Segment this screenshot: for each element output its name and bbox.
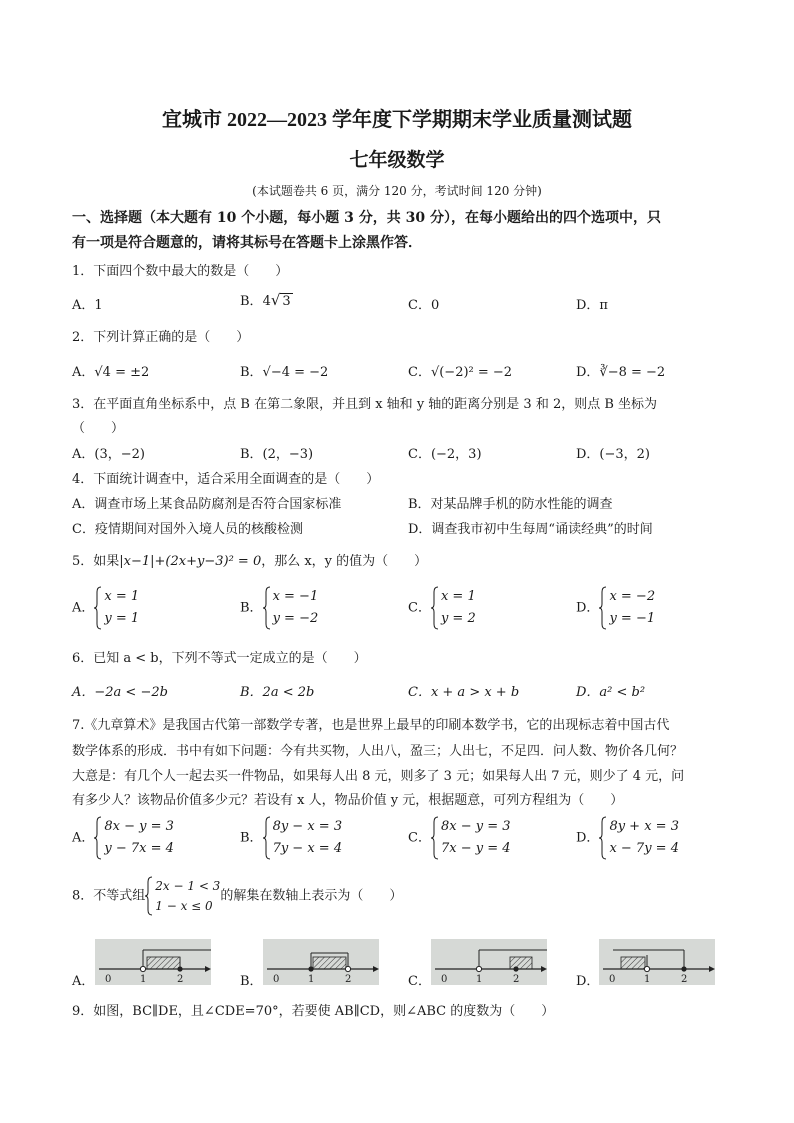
q1-option-a: A．1 <box>72 298 103 313</box>
tick-label-2: 2 <box>177 974 184 985</box>
tick-label-0: 0 <box>441 974 448 985</box>
tick-label-2: 2 <box>345 974 352 985</box>
section-heading-line1: 一、选择题（本大题有 10 个小题，每小题 3 分，共 30 分），在每小题给出的四个选项中，只 <box>72 210 661 226</box>
tick-label-2: 2 <box>513 974 520 985</box>
q1-option-b: B．4√ 3 <box>240 291 291 309</box>
q3-option-b: B．(2，−3) <box>240 447 314 462</box>
q3-option-d: D．(−3，2) <box>576 447 651 462</box>
tick-label-2: 2 <box>681 974 688 985</box>
q7-option-c: C． 8x − y = 3 7x − y = 4 <box>408 816 511 860</box>
q5-option-b: B． x = −1 y = −2 <box>240 586 318 630</box>
q8-label-b: B． <box>240 974 263 989</box>
q8-numberline-b <box>263 939 379 985</box>
q7-line1: 7.《九章算术》是我国古代第一部数学专著，也是世界上最早的印刷本数学书，它的出现标志着中国古代 <box>72 718 670 733</box>
q7-option-d: D． 8y + x = 3 x − 7y = 4 <box>576 816 679 860</box>
q8-label-c: C． <box>408 974 431 989</box>
q3-stem-line1: 3．在平面直角坐标系中，点 B 在第二象限，并且到 x 轴和 y 轴的距离分别是 3 和 2，则点 B 坐标为 <box>72 397 658 412</box>
q2-stem: 2．下列计算正确的是（ ） <box>72 330 250 345</box>
subject-title: 七年级数学 <box>349 150 445 171</box>
q5-option-a: A． x = 1 y = 1 <box>72 586 139 630</box>
page-title: 宜城市 2022—2023 学年度下学期期末学业质量测试题 <box>162 109 632 131</box>
q4-option-b: B．对某品牌手机的防水性能的调查 <box>408 497 613 512</box>
tick-label-0: 0 <box>105 974 112 985</box>
tick-label-1: 1 <box>140 974 147 985</box>
q1-option-c: C．0 <box>408 298 440 313</box>
tick-label-0: 0 <box>609 974 616 985</box>
exam-note: (本试题卷共 6 页，满分 120 分，考试时间 120 分钟) <box>252 184 542 198</box>
q8-label-d: D． <box>576 974 600 989</box>
q5-option-d: D． x = −2 y = −1 <box>576 586 655 630</box>
q1-stem: 1．下面四个数中最大的数是（ ） <box>72 264 289 279</box>
q5-option-c: C． x = 1 y = 2 <box>408 586 476 630</box>
q2-option-b: B．√−4 = −2 <box>240 365 329 380</box>
q7-line3: 大意是：有几个人一起去买一件物品，如果每人出 8 元，则多了 3 元；如果每人出 7 元，则少了 4 元，问 <box>72 769 685 784</box>
q8-numberline-a <box>95 939 211 985</box>
q6-option-a: A．−2a < −2b <box>72 685 168 700</box>
q2-option-c: C．√(−2)² = −2 <box>408 365 513 380</box>
q6-option-d: D．a² < b² <box>576 685 646 700</box>
q8-stem: 8．不等式组 2x − 1 < 3 1 − x ≤ 0的解集在数轴上表示为（ ） <box>72 879 403 913</box>
q8-numberline-c <box>431 939 547 985</box>
q7-line4: 有多少人？该物品价值多少元？若设有 x 人，物品价值 y 元，根据题意，可列方程组为（ ） <box>72 793 624 808</box>
q2-option-a: A．√4 = ±2 <box>72 365 150 380</box>
q4-option-c: C．疫情期间对国外入境人员的核酸检测 <box>72 522 303 537</box>
q4-stem: 4．下面统计调查中，适合采用全面调查的是（ ） <box>72 472 380 487</box>
q7-line2: 数学体系的形成．书中有如下问题：今有共买物，人出八，盈三；人出七，不足四．问人数、物价各几何？ <box>72 744 684 759</box>
q3-option-c: C．(−2，3) <box>408 447 482 462</box>
q6-option-b: B．2a < 2b <box>240 685 315 700</box>
section-heading-line2: 有一项是符合题意的，请将其标号在答题卡上涂黑作答． <box>72 235 422 251</box>
q6-stem: 6．已知 a < b，下列不等式一定成立的是（ ） <box>72 651 367 666</box>
tick-label-1: 1 <box>644 974 651 985</box>
q4-option-a: A．调查市场上某食品防腐剂是否符合国家标准 <box>72 497 342 512</box>
tick-label-1: 1 <box>476 974 483 985</box>
q6-option-c: C．x + a > x + b <box>408 685 520 700</box>
q1-option-d: D．π <box>576 298 608 313</box>
q3-stem-line2: （ ） <box>72 421 125 436</box>
q2-option-d: D．∛−8 = −2 <box>576 365 666 380</box>
q3-option-a: A．(3，−2) <box>72 447 145 462</box>
q7-option-b: B． 8y − x = 3 7y − x = 4 <box>240 816 342 860</box>
q8-numberline-d <box>599 939 715 985</box>
tick-label-0: 0 <box>273 974 280 985</box>
tick-label-1: 1 <box>308 974 315 985</box>
q4-option-d: D．调查我市初中生每周“诵读经典”的时间 <box>408 522 653 537</box>
q8-label-a: A． <box>72 974 95 989</box>
q5-stem: 5．如果|x−1|+(2x+y−3)² = 0，那么 x，y 的值为（ ） <box>72 554 428 569</box>
q7-option-a: A． 8x − y = 3 y − 7x = 4 <box>72 816 174 860</box>
q9-stem: 9．如图，BC∥DE，且∠CDE=70°，若要使 AB∥CD，则∠ABC 的度数为（ ） <box>72 1004 555 1019</box>
